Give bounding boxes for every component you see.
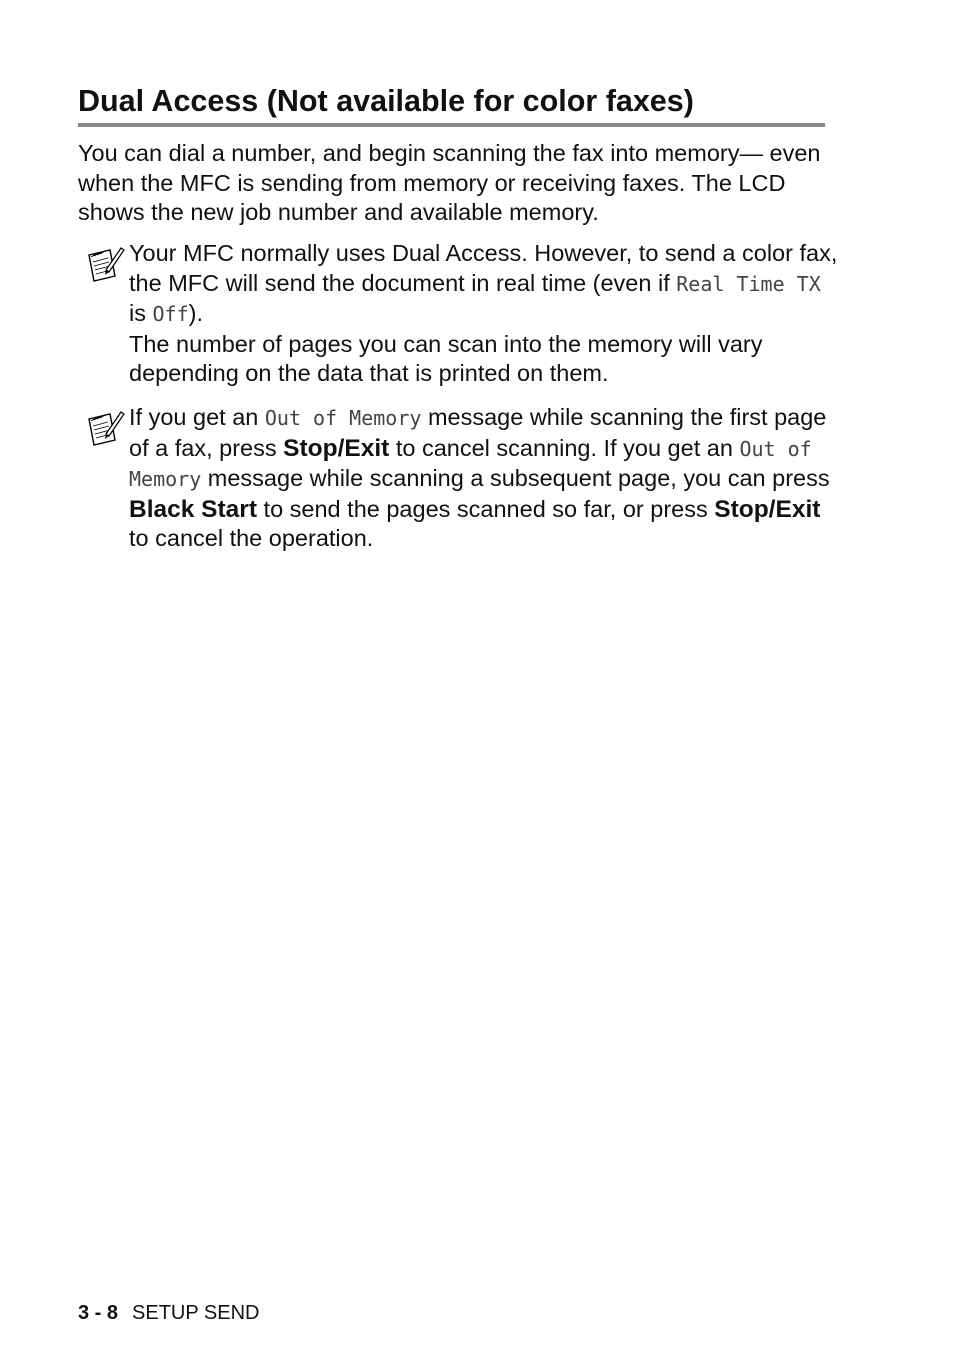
page-footer xyxy=(78,1301,259,1325)
key-stop-exit: Stop/Exit xyxy=(283,434,390,462)
note2-text: to send the pages scanned so far, or press xyxy=(257,495,715,522)
note2-text: message while scanning a subsequent page, you can press xyxy=(201,465,830,492)
key-stop-exit: Stop/Exit xyxy=(714,495,821,523)
page-number: 3 - 8 xyxy=(78,1302,119,1324)
note-icon xyxy=(86,245,126,287)
lcd-out-of-memory: Out of Memory xyxy=(264,406,422,430)
lcd-off: Off xyxy=(152,302,189,327)
intro-paragraph: You can dial a number, and begin scanning the fax into memory— even when the MFC is sending from memory or receiving faxes. The LCD shows the new job number and available memory. xyxy=(78,140,821,226)
note1-text: Your MFC normally uses Dual Access. However, to send a color fax, the MFC will send the document in real time (even if xyxy=(129,240,838,296)
note-icon xyxy=(86,409,126,451)
note1-text: is xyxy=(129,300,153,327)
note2-text: message while scanning the first page of a fax, press xyxy=(129,404,827,461)
note1-text: ). xyxy=(188,300,203,327)
heading-underline xyxy=(78,123,825,127)
lcd-real-time-tx: Real Time TX xyxy=(676,271,821,296)
note2-text: to cancel the operation. xyxy=(129,525,374,552)
key-black-start: Black Start xyxy=(129,495,258,523)
note2-text: to cancel scanning. If you get an xyxy=(389,434,740,461)
note-dual-access xyxy=(86,239,842,389)
lcd-out-of-memory: Out of Memory xyxy=(129,436,812,492)
chapter-name: SETUP SEND xyxy=(132,1302,260,1324)
section-heading: Dual Access (Not available for color faxes) xyxy=(78,84,694,118)
note2-text: If you get an xyxy=(129,404,265,430)
note-out-of-memory xyxy=(86,403,842,554)
note1-pages-text: The number of pages you can scan into the memory will vary depending on the data that is printed on them. xyxy=(129,330,763,387)
